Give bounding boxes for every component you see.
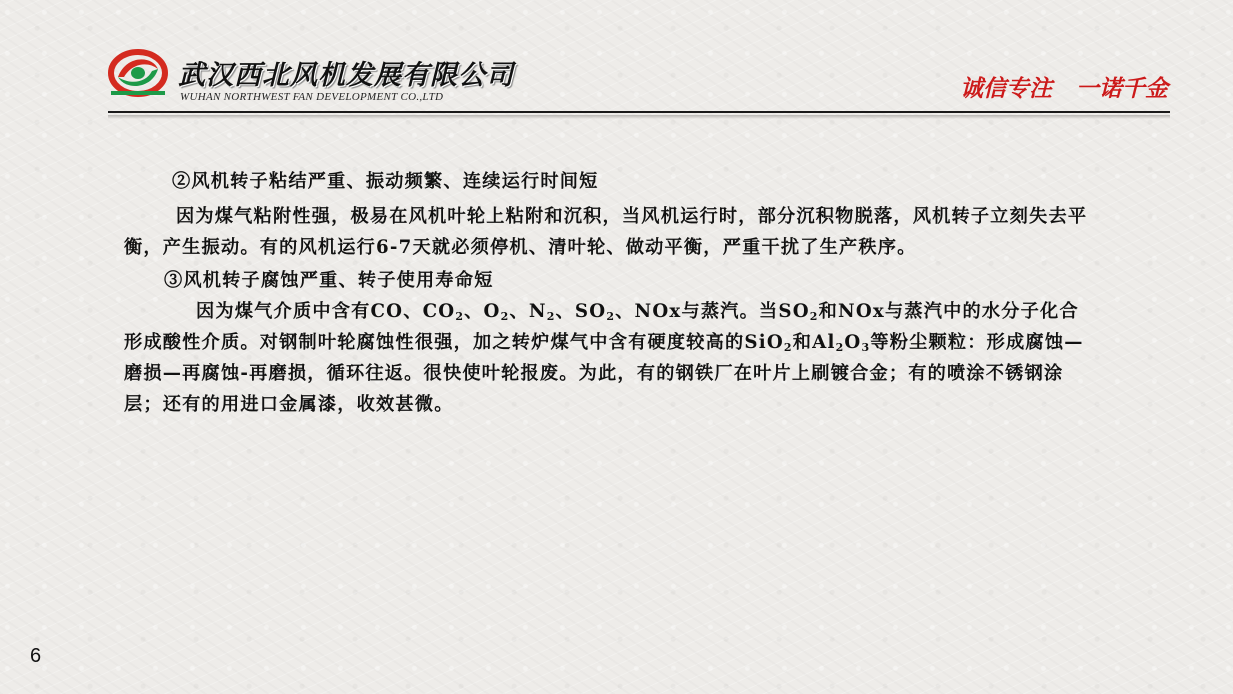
paragraph-3: 因为煤气介质中含有CO、$CO_2$、$O_2$、$N_2$、$SO_2$、NOx与蒸汽。当$SO_2$和NOx与蒸汽中的水分子化合形成酸性介质。对钢制叶轮腐蚀性很强，加之转炉煤气中含有硬度较高的SiO$_2$和$Al_2O_3$等粉尘颗粒：形成腐蚀—磨损—再腐蚀-再磨损，循环往返。很快使叶轮报废。为此，有的钢铁厂在叶片上刷镀合金；有的喷涂不锈钢涂层；还有的用进口金属漆，收效甚微。 (124, 301, 1084, 415)
section-heading-2: ②风机转子粘结严重、振动频繁、连续运行时间短 (172, 171, 599, 192)
slogan: 诚信专注 一诺千金 (959, 76, 1168, 102)
page-number: 6 (30, 645, 42, 667)
slide-body (124, 166, 1092, 420)
company-logo-icon (108, 47, 168, 99)
company-name-en: WUHAN NORTHWEST FAN DEVELOPMENT CO.,LTD (180, 91, 444, 103)
company-name-cn: 武汉西北风机发展有限公司 (178, 60, 514, 91)
header-divider-shadow (108, 115, 1170, 119)
paragraph-2: 因为煤气粘附性强，极易在风机叶轮上粘附和沉积，当风机运行时，部分沉积物脱落，风机转子立刻失去平衡，产生振动。有的风机运行6-7天就必须停机、清叶轮、做动平衡，严重干扰了生产秩序。 (124, 206, 1088, 258)
section-heading-3: ③风机转子腐蚀严重、转子使用寿命短 (164, 270, 494, 291)
header-divider (108, 111, 1170, 113)
